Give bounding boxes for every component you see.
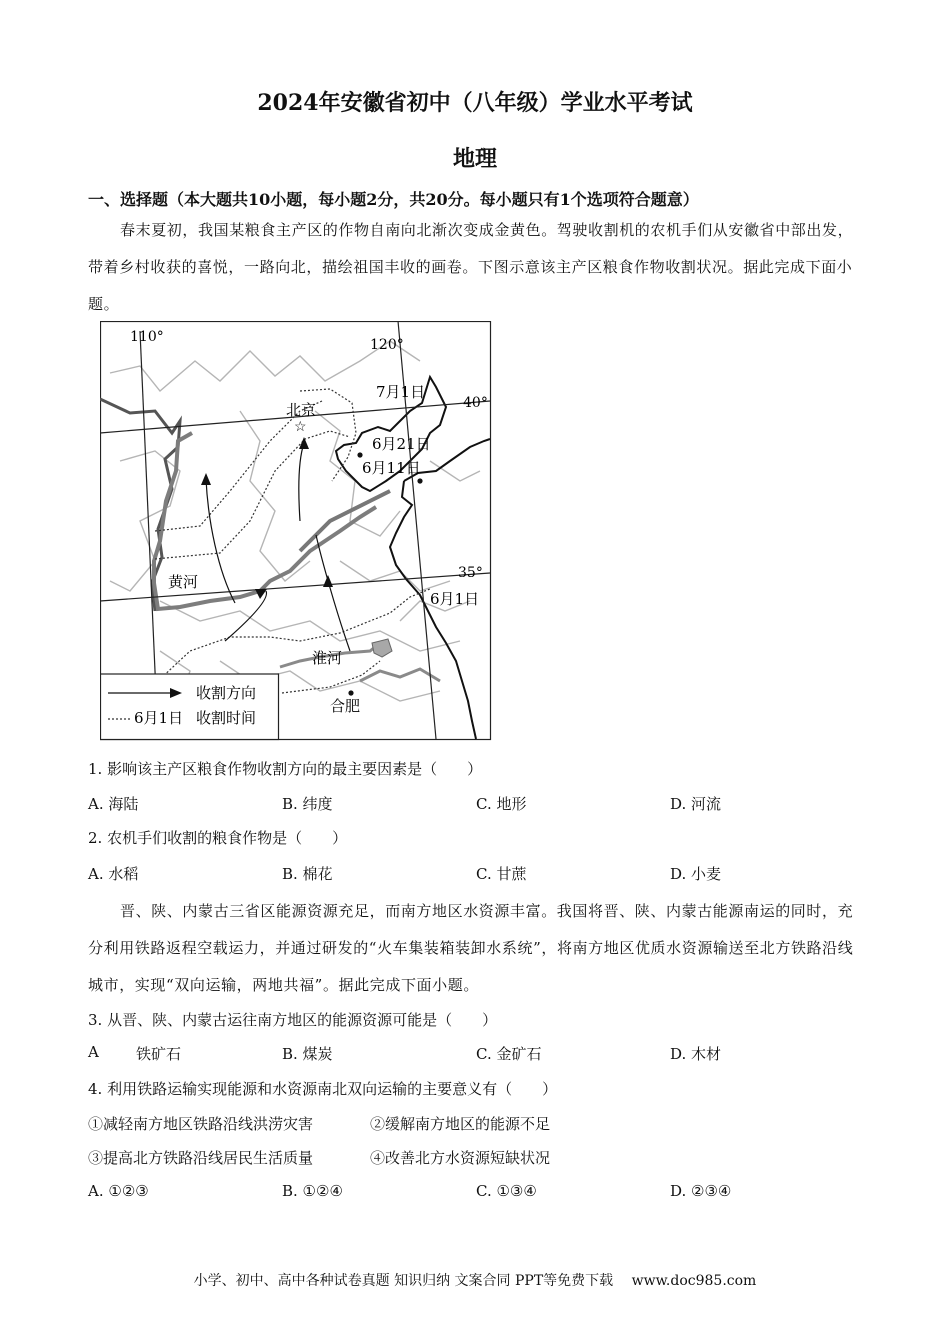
q3-option-b[interactable]: B. 煤炭 <box>282 1045 333 1063</box>
footer-note: 小学、初中、高中各种试卷真题 知识归纳 文案合同 PPT等免费下载 www.doc985.com <box>193 1273 757 1289</box>
q2-option-d[interactable]: D. 小麦 <box>670 865 722 883</box>
q4-statement-2: ②缓解南方地区的能源不足 <box>370 1115 551 1133</box>
map-legend <box>101 674 279 740</box>
legend-direction-label: 收割方向 <box>196 684 257 702</box>
q4-option-b[interactable]: B. ①②④ <box>282 1182 343 1200</box>
q3-option-a-text[interactable]: 铁矿石 <box>136 1045 182 1063</box>
date-jul1-label: 7月1日 <box>376 383 426 401</box>
q1-option-c[interactable]: C. 地形 <box>476 795 527 813</box>
passage-2: 晋、陕、内蒙古三省区能源资源充足，而南方地区水资源丰富。我国将晋、陕、内蒙古能源南运的同时，充分利用铁路返程空载运力，并通过研发的“火车集装箱装卸水系统”，将南方地区优质水资源输送至北方铁路沿线城市，实现“双向运输，两地共福”。据此完成下面小题。 <box>88 902 854 994</box>
q4-statement-1: ①减轻南方地区铁路沿线洪涝灾害 <box>88 1115 314 1133</box>
q3-option-c[interactable]: C. 金矿石 <box>476 1045 542 1063</box>
q4-statement-3: ③提高北方铁路沿线居民生活质量 <box>88 1149 314 1167</box>
harvest-map <box>100 321 492 741</box>
legend-date-label: 6月1日 <box>134 709 184 727</box>
date-jun1-label: 6月1日 <box>430 590 480 608</box>
q2-option-c[interactable]: C. 甘蔗 <box>476 865 527 883</box>
q4-option-a[interactable]: A. ①②③ <box>88 1182 149 1200</box>
passage-1: 春末夏初，我国某粮食主产区的作物自南向北渐次变成金黄色。驾驶收割机的农机手们从安徽省中部出发，带着乡村收获的喜悦，一路向北，描绘祖国丰收的画卷。下图示意该主产区粮食作物收割状况。据此完成下面小题。 <box>88 221 854 313</box>
question-1: 1. 影响该主产区粮食作物收割方向的最主要因素是（ ） <box>88 760 483 778</box>
subject-title: 地理 <box>452 146 497 172</box>
lon-120-label: 120° <box>370 337 404 353</box>
lon-110-label: 110° <box>130 329 164 345</box>
yellow-river-label: 黄河 <box>168 573 199 591</box>
section-heading: 一、选择题（本大题共10小题，每小题2分，共20分。每小题只有1个选项符合题意） <box>88 190 699 209</box>
beijing-label: 北京 <box>286 401 317 419</box>
legend-time-label: 收割时间 <box>196 709 257 727</box>
q3-option-d[interactable]: D. 木材 <box>670 1045 722 1063</box>
question-4: 4. 利用铁路运输实现能源和水资源南北双向运输的主要意义有（ ） <box>88 1080 558 1098</box>
huai-river-label: 淮河 <box>312 649 343 667</box>
q4-statement-4: ④改善北方水资源短缺状况 <box>370 1149 551 1167</box>
q1-option-b[interactable]: B. 纬度 <box>282 795 333 813</box>
q2-option-b[interactable]: B. 棉花 <box>282 865 333 883</box>
q4-option-c[interactable]: C. ①③④ <box>476 1182 537 1200</box>
date-jun21-label: 6月21日 <box>372 435 431 453</box>
q1-option-d[interactable]: D. 河流 <box>670 795 722 813</box>
q3-option-a-letter[interactable]: A <box>88 1043 99 1061</box>
q1-option-a[interactable]: A. 海陆 <box>88 795 139 813</box>
exam-title: 2024年安徽省初中（八年级）学业水平考试 <box>257 90 693 116</box>
beijing-star: ☆ <box>294 419 307 435</box>
lat-40-label: 40° <box>463 395 488 411</box>
question-2: 2. 农机手们收割的粮食作物是（ ） <box>88 829 348 847</box>
lat-35-label: 35° <box>458 565 483 581</box>
hefei-label: 合肥 <box>330 697 361 715</box>
q4-option-d[interactable]: D. ②③④ <box>670 1182 732 1200</box>
q2-option-a[interactable]: A. 水稻 <box>88 865 139 883</box>
date-jun11-label: 6月11日 <box>362 459 421 477</box>
question-3: 3. 从晋、陕、内蒙古运往南方地区的能源资源可能是（ ） <box>88 1011 498 1029</box>
